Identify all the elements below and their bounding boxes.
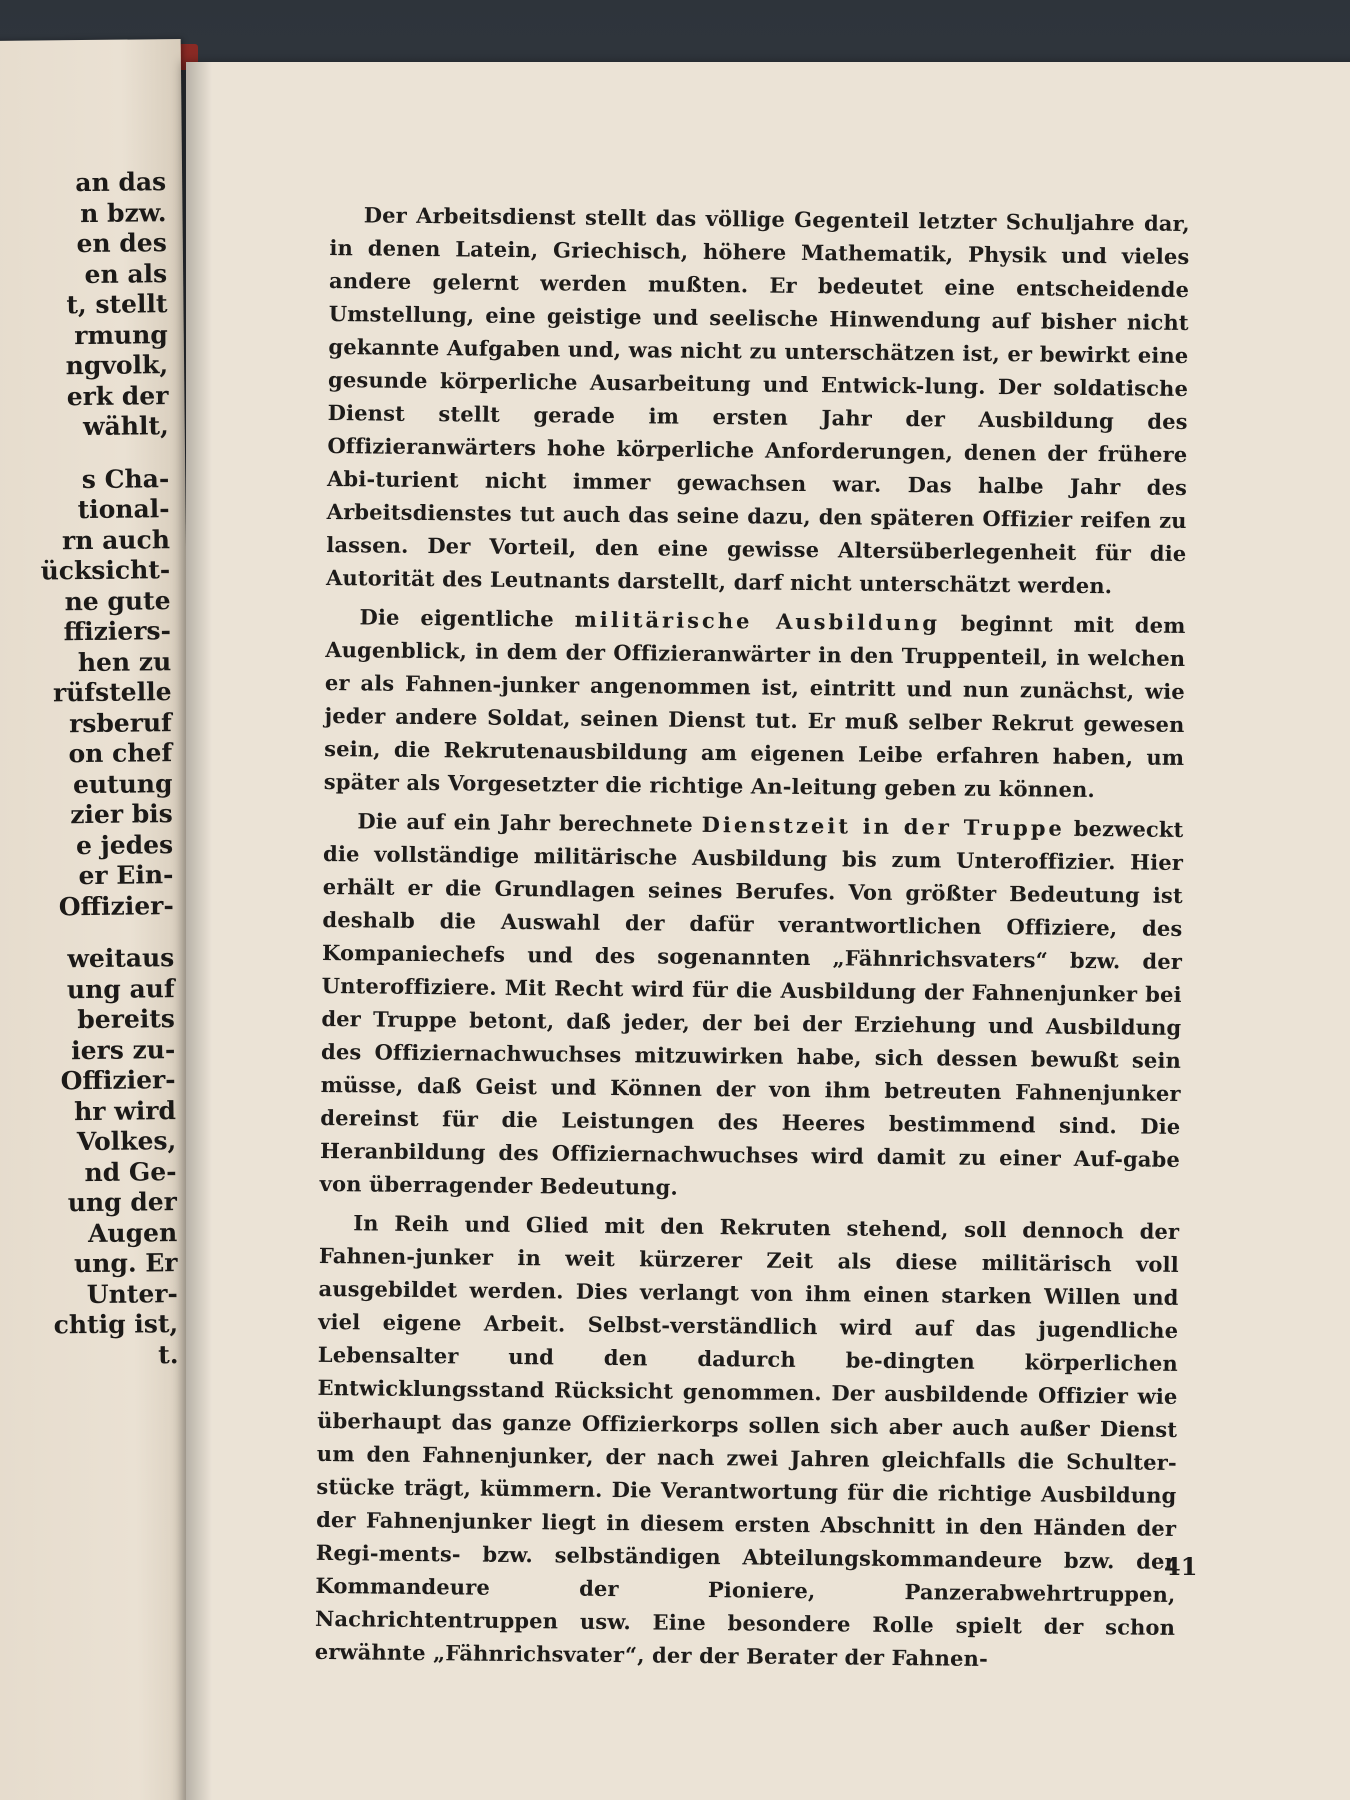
left-page-line: t, stellt [66, 289, 168, 320]
left-page-line: chtig ist, [53, 1309, 179, 1340]
left-page [0, 39, 199, 1800]
left-page-line: weitaus [67, 943, 175, 974]
left-page-line: tional- [77, 494, 170, 525]
paragraph-text: Der Arbeitsdienst stellt das völlige Gegenteil letzter Schuljahre dar, in denen Latein, Griechisch, höhere Mathematik, Physik und vieles andere gelernt werden mußten. Er bedeutet eine entscheidende Umstellung, eine geistige und seelische Hinwendung auf bisher nicht gekannte Aufgaben und, was nicht zu unterschätzen ist, er bewirkt eine gesunde körperliche Ausarbeitung und Entwick-lung. Der soldatische Dienst stellt gerade im ersten Jahr der Ausbildung des Offizieranwärters hohe körperliche Anforderungen, denen der frühere Abi-turient nicht immer gewachsen war. Das halbe Jahr des Arbeitsdienstes tut auch das seine dazu, den späteren Offizier reifen zu lassen. Der Vorteil, den eine gewisse Altersüberlegenheit für die Autorität des Leutnants darstellt, darf nicht unterschätzt werden. [325, 202, 1190, 599]
left-page-line: rn auch [61, 524, 171, 555]
left-page-line: hr wird [74, 1095, 177, 1126]
left-page-line: ung der [67, 1187, 178, 1218]
left-page-line: Offizier- [58, 890, 174, 921]
left-page-line: Unter- [86, 1278, 178, 1309]
page-number: 41 [1164, 1552, 1198, 1581]
left-page-line: eutung [72, 768, 173, 799]
left-page-line: hen zu [77, 646, 172, 677]
paragraph-text: Die eigentliche [359, 604, 575, 632]
left-page-line: n bzw. [80, 197, 167, 228]
left-page-line: ücksicht- [40, 555, 171, 586]
left-page-line: ngvolk, [65, 350, 169, 381]
paragraph-text: bezweckt die vollständige militärische Ausbildung bis zum Unteroffizier. Hier erhält er die Grundlagen seines Berufes. Von größter Bedeutung ist deshalb die Auswahl der dafür verantwortlichen Offiziere, des Kompaniechefs und des sogenannten „Fähnrichsvaters“ bzw. der Unteroffiziere. Mit Recht wird für die Ausbildung der Fahnenjunker bei der Truppe betont, daß jeder, der bei der Erziehung und Ausbildung des Offiziernachwuchses mitzuwirken habe, sich dessen bewußt sein müsse, daß Geist und Können der von ihm betreuten Fahnenjunker dereinst für die Leistungen des Heeres bestimmend sind. Die Heranbildung des Offiziernachwuchses wird damit zu einer Auf-gabe von überragender Bedeutung. [319, 815, 1184, 1200]
left-page-line: erk der [66, 380, 169, 411]
left-page-line: Augen [87, 1217, 178, 1248]
left-page-line: iers zu- [70, 1034, 176, 1065]
paragraph [315, 1206, 1180, 1677]
left-page-line: t. [158, 1339, 179, 1369]
left-page-line: s Cha- [81, 463, 170, 494]
page-text-block [315, 198, 1190, 1683]
left-page-line: e jedes [75, 829, 174, 860]
paragraph [320, 804, 1184, 1209]
left-page-line: en als [84, 258, 168, 289]
paragraph [326, 198, 1190, 603]
left-page-line: an das [75, 167, 167, 198]
left-page-line: rsberuf [68, 707, 172, 738]
left-page-line: on chef [68, 738, 173, 769]
left-page-line: ung. Er [73, 1248, 178, 1279]
page-gutter-shadow [186, 62, 212, 1800]
left-page-line: nd Ge- [84, 1156, 177, 1187]
left-page-line: wählt, [82, 411, 169, 442]
left-page-line: ffiziers- [63, 616, 172, 647]
paragraph [324, 600, 1186, 807]
left-page-line: Offizier- [60, 1065, 176, 1096]
paragraph-text: In Reih und Glied mit den Rekruten stehend, soll dennoch der Fahnen-junker in weit kürzerer Zeit als diese militärisch voll ausgebildet werden. Dies verlangt von ihm einen starken Willen und viel eigene Arbeit. Selbst-verständlich wird auf das jugendliche Lebensalter und den dadurch be-dingten körperlichen Entwicklungsstand Rücksicht genommen. Der ausbildende Offizier wie überhaupt das ganze Offizierkorps sollen sich aber auch außer Dienst um den Fahnenjunker, der nach zwei Jahren gleichfalls die Schulter-stücke trägt, kümmern. Die Verantwortung für die richtige Ausbildung der Fahnenjunker liegt in diesem ersten Abschnitt in den Händen der Regi-ments- bzw. selbständigen Abteilungskommandeure bzw. der Kommandeure der Pioniere, Panzerabwehrtruppen, Nachrichtentruppen usw. Eine besondere Rolle spielt der schon erwähnte „Fähnrichsvater“, der der Berater der Fahnen- [314, 1210, 1180, 1671]
emphasized-term: militärische Ausbildung [574, 606, 941, 636]
left-page-line: rüfstelle [52, 677, 172, 708]
left-page-line: er Ein- [78, 860, 174, 891]
left-page-line: Volkes, [76, 1126, 177, 1157]
left-page-line: ung auf [66, 973, 175, 1004]
left-page-line: en des [76, 228, 167, 259]
left-page-line: bereits [77, 1004, 176, 1035]
paragraph-text: Die auf ein Jahr berechnete [357, 808, 702, 837]
left-page-line: ne gute [64, 585, 171, 616]
paragraph-text: beginnt mit dem Augenblick, in dem der Offizieranwärter in den Truppenteil, in welchen er als Fahnen-junker angenommen ist, eintritt und nun zunächst, wie jeder andere Soldat, seinen Dienst tut. Er muß selber Rekrut gewesen sein, die Rekrutenausbildung am eigenen Leibe erfahren haben, um später als Vorgesetzter die richtige An-leitung geben zu können. [323, 610, 1186, 803]
left-page-line: rmung [74, 319, 168, 350]
emphasized-term: Dienstzeit in der Truppe [701, 811, 1065, 841]
left-page-line: zier bis [70, 799, 173, 830]
